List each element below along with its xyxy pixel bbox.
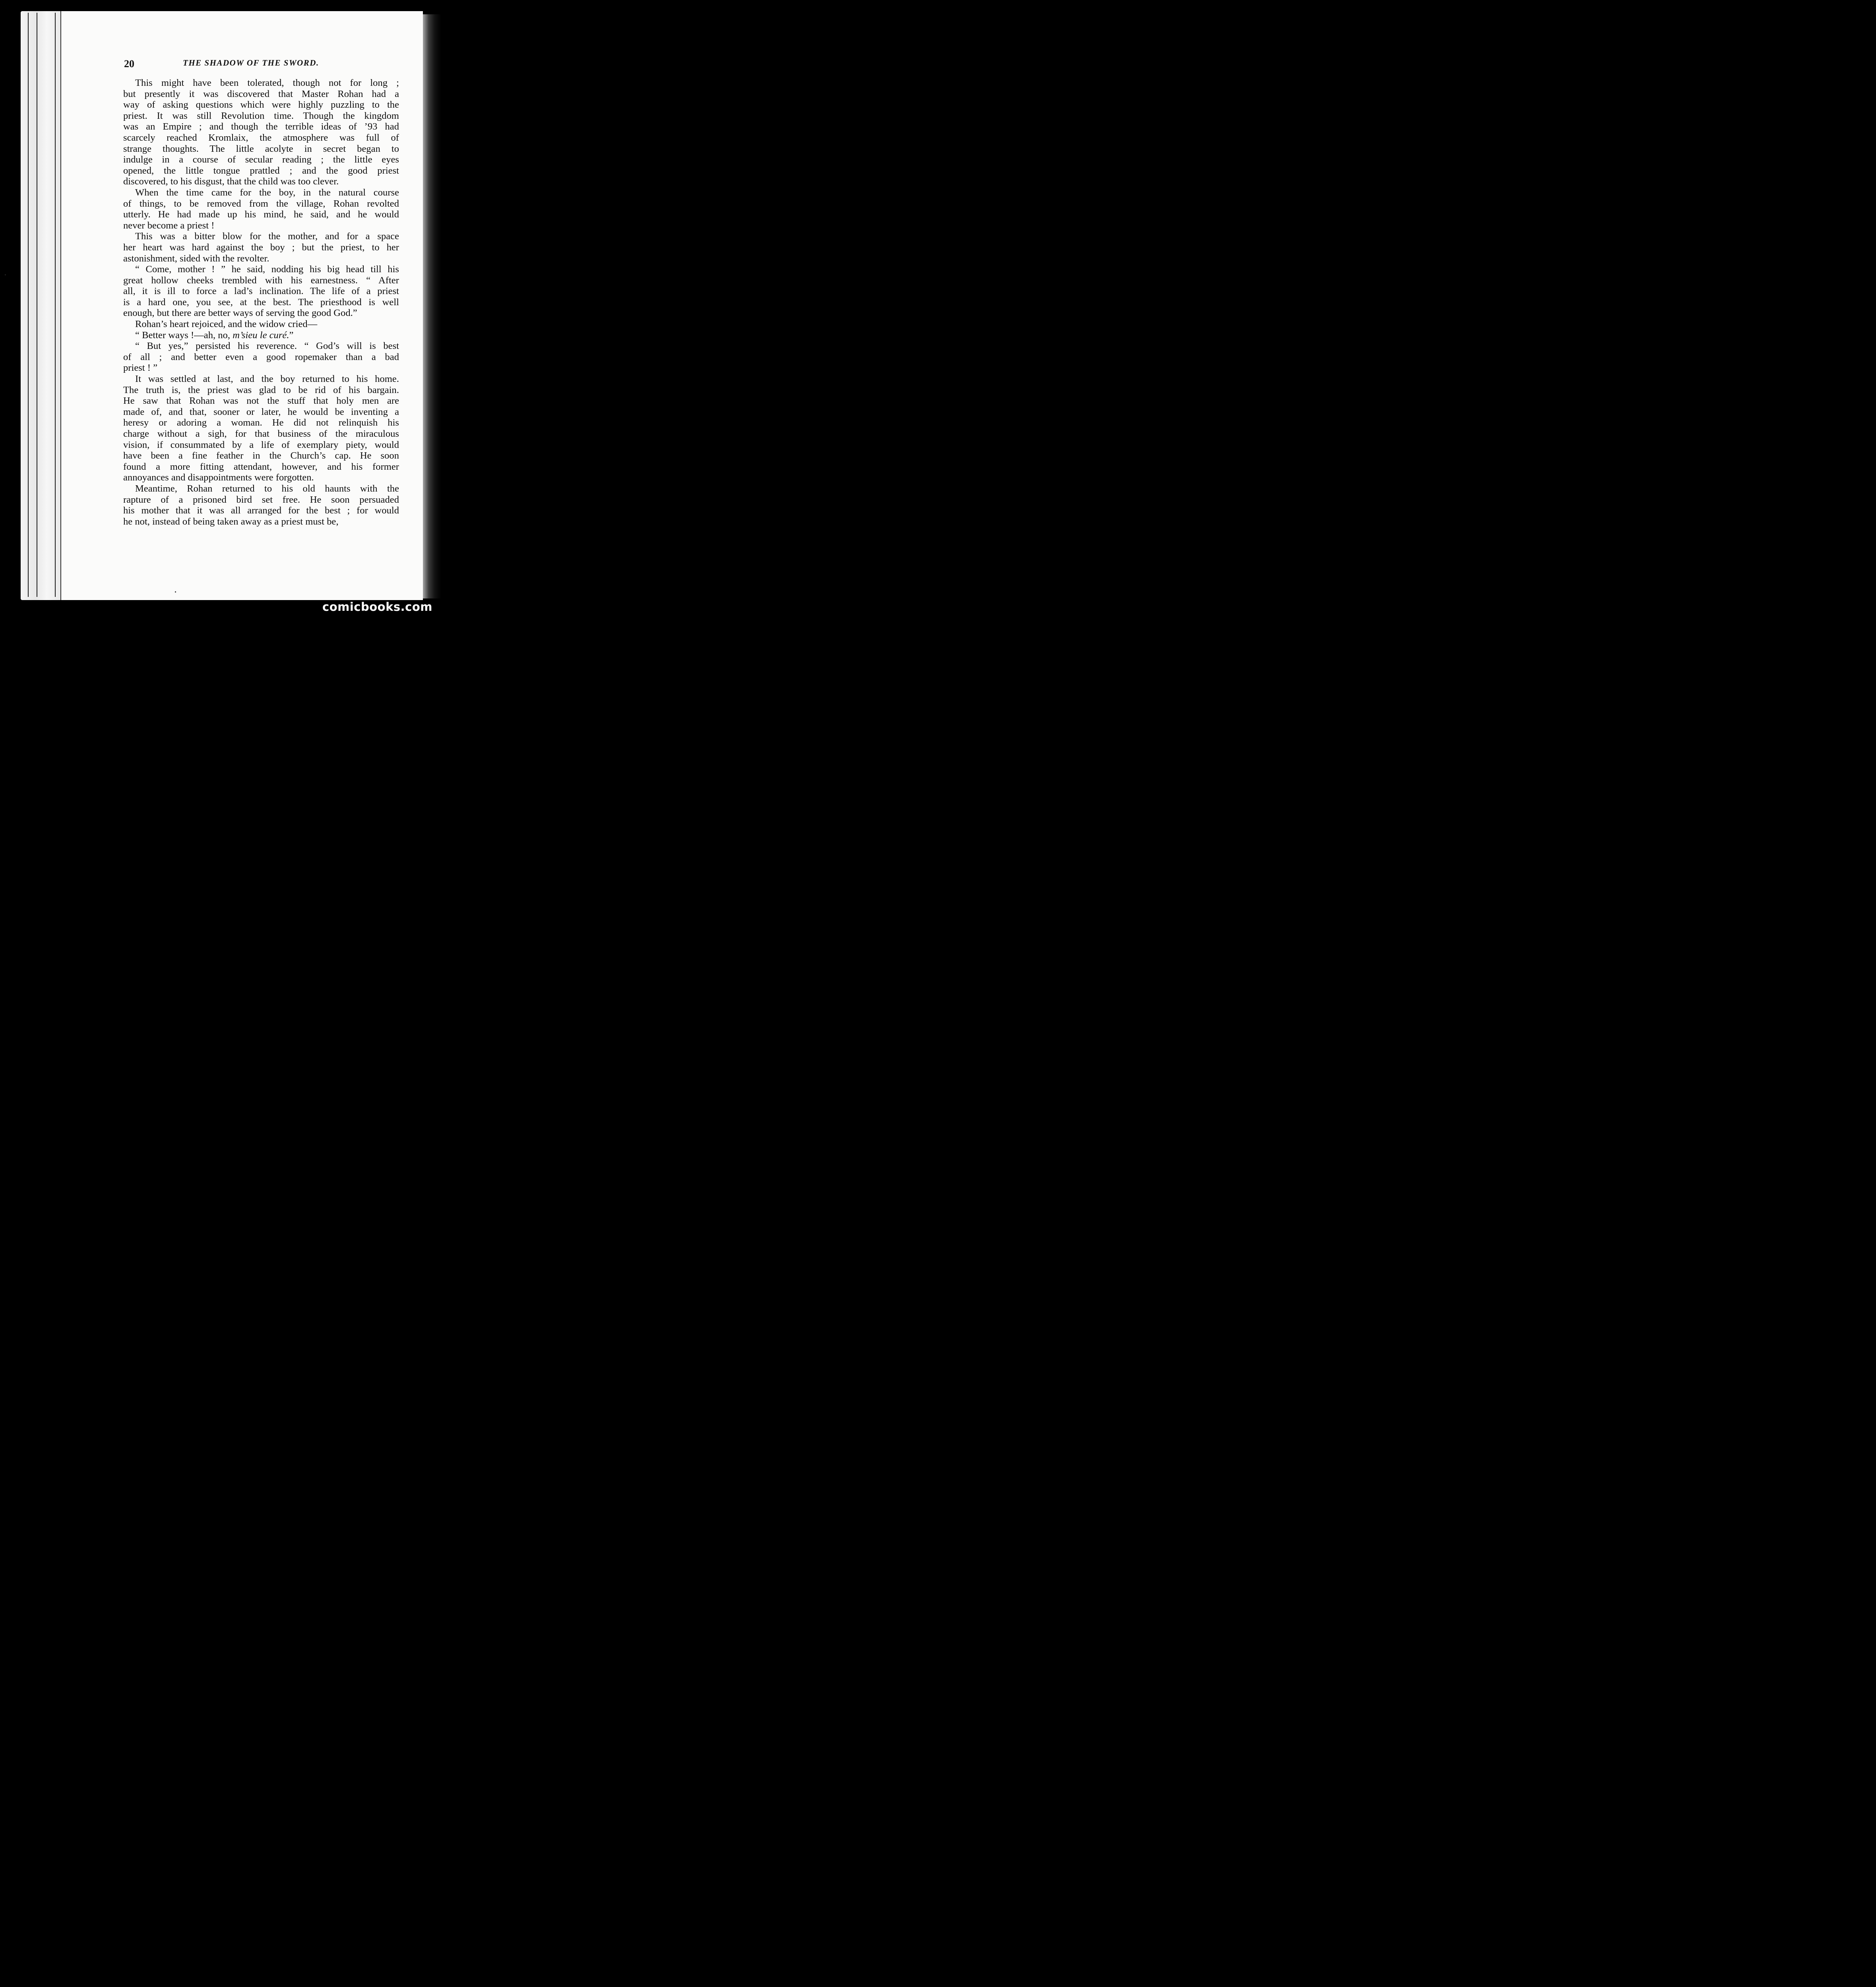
text-line: but presently it was discovered that Master Rohan had a xyxy=(123,88,399,99)
text-line: her heart was hard against the boy ; but the priest, to her xyxy=(123,242,399,253)
text-line: “ Come, mother ! ” he said, nodding his big head till his xyxy=(135,264,399,275)
running-head xyxy=(124,58,402,70)
text-line: have been a fine feather in the Church’s cap. He soon xyxy=(123,450,399,461)
text-line: made of, and that, sooner or later, he would be inventing a xyxy=(123,406,399,417)
text-line: of all ; and better even a good ropemaker than a bad xyxy=(123,351,399,362)
text-line: heresy or adoring a woman. He did not relinquish his xyxy=(123,417,399,428)
paragraph xyxy=(123,374,399,483)
speck xyxy=(5,274,6,275)
text-line: opened, the little tongue prattled ; and the good priest xyxy=(123,165,399,176)
paragraph xyxy=(123,483,399,527)
book-spine-shadow xyxy=(421,14,441,598)
text-line: utterly. He had made up his mind, he said, and he would xyxy=(123,209,399,220)
text-line: way of asking questions which were highly puzzling to the xyxy=(123,99,399,110)
text-line: his mother that it was all arranged for the best ; for would xyxy=(123,505,399,516)
paragraph xyxy=(123,341,399,374)
text-line: is a hard one, you see, at the best. The priesthood is well xyxy=(123,296,399,308)
page-number: 20 xyxy=(124,58,134,70)
text-line: “ But yes,” persisted his reverence. “ God’s will is best xyxy=(135,341,399,352)
page-edge-line xyxy=(55,13,56,597)
speck xyxy=(175,591,176,593)
text-line: “ Better ways !—ah, no, m’sieu le curé.” xyxy=(135,329,294,341)
book-page-edges xyxy=(21,11,64,600)
text-line: priest. It was still Revolution time. Though the kingdom xyxy=(123,110,399,121)
page-edge-line xyxy=(28,13,29,597)
paragraph xyxy=(123,264,399,319)
text-line: This might have been tolerated, though not for long ; xyxy=(135,77,399,88)
text-line: strange thoughts. The little acolyte in secret began to xyxy=(123,143,399,154)
text-line: enough, but there are better ways of serving the good God.” xyxy=(123,308,357,319)
paragraph xyxy=(123,187,399,231)
text-line: was an Empire ; and though the terrible ideas of ’93 had xyxy=(123,121,399,132)
paragraph xyxy=(123,231,399,264)
text-line: priest ! ” xyxy=(123,362,158,374)
text-line: great hollow cheeks trembled with his earnestness. “ After xyxy=(123,275,399,286)
body-text xyxy=(123,77,399,527)
text-line: When the time came for the boy, in the natural course xyxy=(135,187,399,198)
text-line: rapture of a prisoned bird set free. He soon persuaded xyxy=(123,494,399,505)
text-line: discovered, to his disgust, that the child was too clever. xyxy=(123,176,339,187)
text-line: indulge in a course of secular reading ; the little eyes xyxy=(123,154,399,165)
text-line: scarcely reached Kromlaix, the atmosphere was full of xyxy=(123,132,399,143)
text-line: all, it is ill to force a lad’s inclination. The life of a priest xyxy=(123,286,399,297)
text-line: The truth is, the priest was glad to be rid of his bargain. xyxy=(123,384,399,395)
text-line: Rohan’s heart rejoiced, and the widow cried— xyxy=(135,319,318,330)
text-line: he not, instead of being taken away as a priest must be, xyxy=(123,516,339,527)
text-line: charge without a sigh, for that business of the miraculous xyxy=(123,428,399,439)
text-line: found a more fitting attendant, however, and his former xyxy=(123,461,399,472)
paragraph xyxy=(123,77,399,187)
text-line: This was a bitter blow for the mother, and for a space xyxy=(135,231,399,242)
watermark: comicbooks.com xyxy=(322,600,432,614)
text-line: It was settled at last, and the boy returned to his home. xyxy=(135,374,399,385)
paragraph xyxy=(123,330,399,341)
text-line: annoyances and disappointments were forgotten. xyxy=(123,472,314,483)
text-line: He saw that Rohan was not the stuff that holy men are xyxy=(123,395,399,407)
book-title: THE SHADOW OF THE SWORD. xyxy=(183,58,319,68)
text-line: never become a priest ! xyxy=(123,220,215,231)
text-line: astonishment, sided with the revolter. xyxy=(123,253,269,264)
paragraph xyxy=(123,319,399,330)
text-line: Meantime, Rohan returned to his old haunts with the xyxy=(135,483,399,494)
text-line: of things, to be removed from the village, Rohan revolted xyxy=(123,198,399,209)
text-line: vision, if consummated by a life of exemplary piety, would xyxy=(123,439,399,450)
